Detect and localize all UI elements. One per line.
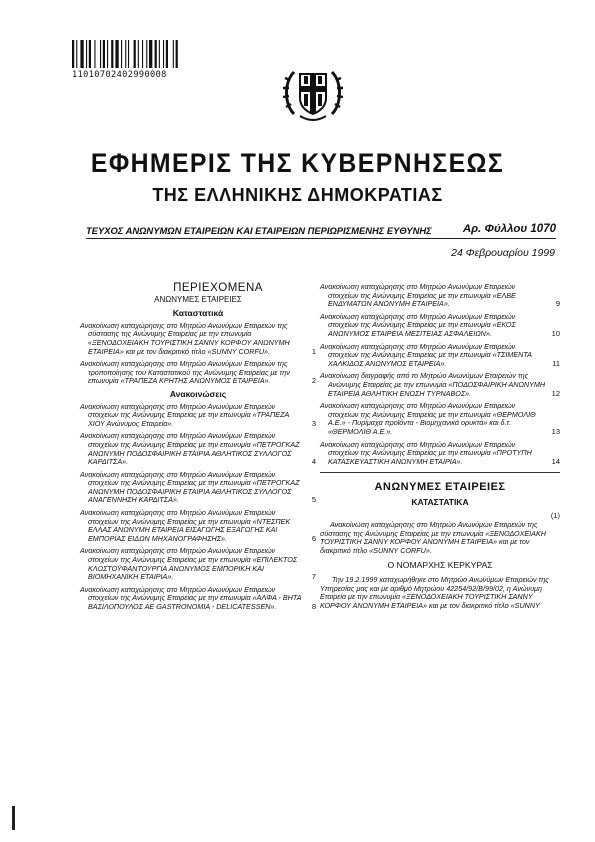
contents-entry [320, 372, 560, 398]
entry-page-number: 10 [551, 328, 560, 338]
entry-page-number: 8 [311, 602, 316, 611]
entry-page-number: 12 [551, 388, 560, 398]
coat-of-arms-icon [280, 60, 346, 126]
entry-page-number: 13 [551, 426, 560, 436]
contents-entry [320, 402, 560, 436]
contents-entry [80, 586, 316, 612]
issue-row [86, 225, 556, 236]
contents-entry [80, 547, 316, 581]
contents-left-column [80, 284, 316, 616]
entry-page-number: 11 [552, 358, 560, 368]
contents-entry [320, 441, 560, 467]
entry-text: Ανακοίνωση καταχώρησης στο Μητρώο Ανωνύμων Εταιρειών στοιχείων της Ανώνυμης Εταιρείας με την επωνυμία «ΠΕΤΡΟΓΚΑΖ ΑΝΩΝΥΜΗ ΠΟΔΟΣΦΑΙΡΙΚΗ ΕΤΑΙΡΙΑ ΑΘΛΗΤΙΚΟΣ ΣΥΛΛΟΓΟΣ ΑΝΑΓΕΝΝΗΣΗ ΚΑΡΔΙΤΣΑ». [80, 469, 300, 505]
entry-page-number: 2 [311, 376, 316, 386]
contents-entry [80, 360, 316, 386]
gazette-title: ΕΦΗΜΕΡΙΣ ΤΗΣ ΚΥΒΕΡΝΗΣΕΩΣ [90, 148, 505, 178]
prefect-heading: Ο ΝΟΜΑΡΧΗΣ ΚΕΡΚΥΡΑΣ [387, 560, 493, 571]
entry-page-number: 9 [555, 299, 560, 309]
contents-subheading: ΑΝΩΝΥΜΕΣ ΕΤΑΙΡΕΙΕΣ [154, 294, 242, 304]
entry-text: Ανακοίνωση καταχώρησης στο Μητρώο Ανωνύμων Εταιρειών στοιχείων της Ανώνυμης Εταιρείας με την επωνυμία «ΠΡΟΤΥΠΗ ΚΑΤΑΣΚΕΥΑΣΤΙΚΗ ΑΝΩΝΥΜΗ ΕΤΑΙΡΙΑ». [320, 439, 532, 466]
right-column [320, 283, 560, 610]
body-section-heading: ΑΝΩΝΥΜΕΣ ΕΤΑΙΡΕΙΕΣ [374, 481, 506, 494]
entry-text: Ανακοίνωση καταχώρησης στο Μητρώο Ανωνύμων Εταιρειών στοιχείων της Ανώνυμης Εταιρείας με την επωνυμία «ΕΠΙΛΕΚΤΟΣ ΚΛΩΣΤΟΫΦΑΝΤΟΥΡΓΙΑ ΑΝΩΝΥΜΟΣ ΕΜΠΟΡΙΚΗ ΚΑΙ ΒΙΟΜΗΧΑΝΙΚΗ ΕΤΑΙΡΙΑ». [80, 546, 298, 582]
entry-text: Ανακοίνωση καταχώρησης στο Μητρώο Ανωνύμων Εταιρειών στοιχείων της Ανώνυμης Εταιρείας με την επωνυμία «ΘΕΡΜΟΛΙΘ Α.Ε.» - Πυρίμαχα προϊόντα - Βιομηχανικά ορυκτά» και δ.τ. «ΘΕΡΜΟΛΙΘ Α.Ε.». [320, 401, 536, 436]
entry-text: Ανακοίνωση καταχώρησης στο Μητρώο Ανωνύμων Εταιρειών στοιχείων της Ανώνυμης Εταιρείας με την επωνυμία «ΝΤΕΣΠΕΚ ΕΛΛΑΣ ΑΝΩΝΥΜΗ ΕΤΑΙΡΕΙΑ ΕΙΣΑΓΩΓΗΣ ΕΞΑΓΩΓΗΣ ΚΑΙ ΕΜΠΟΡΙΑΣ ΕΙΔΩΝ ΜΗΧΑΝΟΓΡΑΦΗΣΗΣ». [80, 508, 291, 543]
body-paragraph: Την 19.2.1999 καταχωρήθηκε στο Μητρώο Ανωνύμων Εταιρειών της Υπηρεσίας μας και με αριθμό Μητρώου 42254/92/Β/99/02, η Ανώνυμη Εταιρεία με την επωνυμία «ΞΕΝΟΔΟΧΕΙΑΚΗ ΤΟΥΡΙΣΤΙΚΗ ΣΑΝΝΥ ΚΟΡΦΟΥ ΑΝΩΝΥΜΗ ΕΤΑΙΡΕΙΑ» και με τον διακριτικό τίτλο «SUNNY [320, 575, 549, 610]
contents-entry [320, 343, 560, 369]
issue-number: Αρ. Φύλλου 1070 [462, 223, 556, 235]
entry-page-number: 6 [311, 533, 316, 543]
entry-text: Ανακοίνωση διαγραφής από το Μητρώο Ανωνύμων Εταιρειών της Ανώνυμης Εταιρείας με την επωνυμία «ΠΟΔΟΣΦΑΙΡΙΚΗ ΑΝΩΝΥΜΗ ΕΤΑΙΡΕΙΑ ΑΘΛΗΤΙΚΗ ΕΝΩΣΗ ΤΥΡΝΑΒΟΣ». [320, 371, 546, 398]
barcode-number: 11010702402990008 [72, 70, 167, 80]
notice-number: (1) [550, 511, 560, 521]
contents-entry [320, 283, 560, 309]
statutes-list [80, 322, 316, 386]
page-edge-mark [12, 806, 15, 830]
issue-type: ΤΕΥΧΟΣ ΑΝΩΝΥΜΩΝ ΕΤΑΙΡΕΙΩΝ ΚΑΙ ΕΤΑΙΡΕΙΩΝ ΠΕΡΙΩΡΙΣΜΕΝΗΣ ΕΥΘΥΝΗΣ [86, 225, 432, 236]
entry-text: Ανακοίνωση καταχώρησης στο Μητρώο Ανωνύμων Εταιρειών στοιχείων της Ανώνυμης Εταιρείας με την επωνυμία «ΕΛΒΕ ΕΝΔΥΜΑΤΩΝ ΑΝΩΝΥΜΗ ΕΤΑΙΡΕΙΑ». [320, 282, 516, 309]
body-statutes-heading: ΚΑΤΑΣΤΑΤΙΚΑ [411, 496, 469, 507]
contents-entry [80, 509, 316, 543]
entry-text: Ανακοίνωση καταχώρησης στο Μητρώο Ανωνύμων Εταιρειών στοιχείων της Ανώνυμης Εταιρείας με την επωνυμία «ΕΚΟΣ ΑΝΩΝΥΜΟΣ ΕΤΑΙΡΕΙΑ ΜΕΣΙΤΕΙΑΣ ΑΣΦΑΛΕΙΩΝ». [320, 311, 516, 338]
gazette-subtitle: ΤΗΣ ΕΛΛΗΝΙΚΗΣ ΔΗΜΟΚΡΑΤΙΑΣ [152, 185, 443, 205]
entry-text: Ανακοίνωση καταχώρησης στο Μητρώο Ανωνύμων Εταιρειών στοιχείων της Ανώνυμης Εταιρείας με την επωνυμία «ΤΡΑΠΕΖΑ ΧΙΟΥ Ανώνυμος Εταιρεία». [80, 401, 290, 428]
contents-entry [80, 403, 316, 429]
section-statutes: Καταστατικά [172, 308, 224, 319]
entry-page-number: 1 [311, 346, 316, 356]
entry-text: Ανακοίνωση καταχώρησης στο Μητρώο Ανωνύμων Εταιρειών της τροποποίησης του Καταστατικού της Ανώνυμης Εταιρείας με την επωνυμία «ΤΡΑΠΕΖΑ ΚΡΗΤΗΣ ΑΝΩΝΥΜΟΣ ΕΤΑΙΡΕΙΑ». [80, 359, 290, 386]
contents-entry [320, 313, 560, 339]
notice-text: Ανακοίνωση καταχώρησης στο Μητρώο Ανωνύμων Εταιρειών της σύστασης της Ανώνυμης Εταιρείας με την επωνυμία «ΞΕΝΟΔΟΧΕΙΑΚΗ ΤΟΥΡΙΣΤΙΚΗ ΣΑΝΝΥ ΚΟΡΦΟΥ ΑΝΩΝΥΜΗ ΕΤΑΙΡΕΙΑ» και με τον διακριτικό τίτλο «SUNNY CORFU». [320, 520, 546, 555]
barcode [72, 40, 212, 68]
entry-text: Ανακοίνωση καταχώρησης στο Μητρώο Ανωνύμων Εταιρειών στοιχείων της Ανώνυμης Εταιρείας με την επωνυμία «ΤΣΙΜΕΝΤΑ ΧΑΛΚΙΔΟΣ ΑΝΩΝΥΜΟΣ ΕΤΑΙΡΕΙΑ». [320, 341, 532, 368]
entry-page-number: 14 [551, 456, 560, 466]
section-divider [320, 472, 560, 473]
entry-page-number: 7 [311, 572, 316, 582]
contents-entry [80, 432, 316, 466]
contents-entry [80, 322, 316, 356]
entry-page-number: 4 [311, 457, 316, 467]
announcements-list [80, 403, 316, 612]
issue-date: 24 Φεβρουαρίου 1999 [451, 247, 555, 259]
header-rule [86, 238, 556, 239]
entry-text: Ανακοίνωση καταχώρησης στο Μητρώο Ανωνύμων Εταιρειών στοιχείων της Ανώνυμης Εταιρείας με την επωνυμία «ΑΛΦΑ - ΒΗΤΑ ΒΑΣΙΛΟΠΟΥΛΟΣ ΑΕ GASTRONOMIA - DELICATESSEN». [80, 584, 302, 611]
entry-page-number: 5 [311, 495, 316, 505]
entry-text: Ανακοίνωση καταχώρησης στο Μητρώο Ανωνύμων Εταιρειών στοιχείων της Ανώνυμης Εταιρείας με την επωνυμία «ΠΕΤΡΟΓΚΑΖ ΑΝΩΝΥΜΗ ΠΟΔΟΣΦΑΙΡΙΚΗ ΕΤΑΙΡΙΑ ΑΘΛΗΤΙΚΟΣ ΣΥΛΛΟΓΟΣ ΚΑΡΔΙΤΣΑ». [80, 431, 300, 467]
entry-text: Ανακοίνωση καταχώρησης στο Μητρώο Ανωνύμων Εταιρειών της σύστασης της Ανώνυμης Εταιρείας με την επωνυμία «ΞΕΝΟΔΟΧΕΙΑΚΗ ΤΟΥΡΙΣΤΙΚΗ ΣΑΝΝΥ ΚΟΡΦΟΥ ΑΝΩΝΥΜΗ ΕΤΑΙΡΕΙΑ» και με τον διακριτικό τίτλο «SUNNY CORFU». [80, 320, 290, 356]
section-announcements: Ανακοινώσεις [169, 388, 227, 399]
contents-heading: ΠΕΡΙΕΧΟΜΕΝΑ [173, 282, 263, 294]
contents-entry [80, 471, 316, 505]
contents-continued-list [320, 283, 560, 466]
entry-page-number: 3 [311, 418, 316, 428]
